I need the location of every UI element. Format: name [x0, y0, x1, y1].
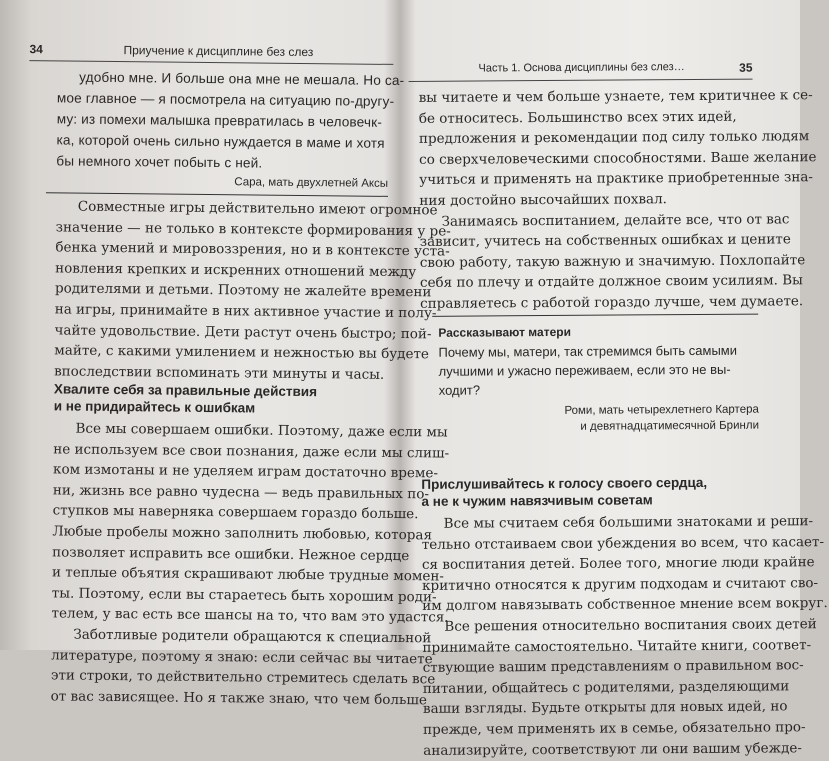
- box-attribution: Роми, мать четырехлетнего Картера: [564, 403, 759, 417]
- body-line: и теплые объятия скрашивают любые трудные момен-: [51, 564, 445, 585]
- body-line: ком измотаны и не уделяем играм достаточно време-: [53, 461, 439, 482]
- quote-line: ка, которой очень сильно нуждается в маме и хотя: [56, 132, 385, 151]
- body-line: значение — не только в контексте формирования у ре-: [55, 219, 451, 240]
- box-quote-line: лучшими и ужасно переживаем, если это не вы-: [438, 361, 731, 379]
- page-number-left: 34: [29, 42, 43, 57]
- heading-line: и не придирайтесь к ошибкам: [53, 398, 256, 416]
- body-line: себя по плечу и отдайте должное своим усилиям. Вы: [419, 272, 803, 292]
- section-paragraph-left: [50, 418, 450, 710]
- section-heading-left: [54, 380, 406, 418]
- body-line: Все мы считаем себя большими знатоками и реши-: [443, 513, 814, 532]
- body-line: майте, с какими умилением и нежностью вы будете: [54, 342, 430, 363]
- body-line: позволяет исправить все ошибки. Нежное сердце: [52, 543, 410, 564]
- body-paragraph-right: [418, 86, 817, 315]
- right-running-head: [408, 61, 752, 82]
- body-line: от вас зависящее. Но я также знаю, что чем больше: [50, 688, 428, 709]
- body-line: телем, у вас есть все шансы на то, что вам это удастся.: [51, 605, 449, 626]
- page-number-right: 35: [739, 60, 753, 75]
- body-line: Занимаясь воспитанием, делайте все, что от вас: [441, 210, 790, 230]
- quote-attribution: Сара, мать двухлетней Аксы: [234, 176, 389, 190]
- body-line: свою работу, такую важную и значимую. Похлопайте: [419, 251, 806, 271]
- body-line: эти строки, то действительно стремитесь сделать все: [50, 667, 436, 688]
- body-line: чайте удовольствие. Дети растут очень быстро; пой-: [54, 321, 432, 342]
- body-line: Любые пробелы можно заполнить любовью, которая: [52, 523, 433, 544]
- body-line: родителями и детьми. Поэтому не жалейте времени: [54, 280, 432, 301]
- heading-line: Прислушивайтесь к голосу своего сердца,: [421, 474, 708, 492]
- body-line: бе относитесь. Большинство всех этих идей,: [418, 108, 737, 127]
- body-line: принимайте самостоятельно. Читайте книги, соответ-: [422, 636, 812, 656]
- body-line: питании, общайтесь с родителями, разделяющими: [422, 678, 790, 697]
- body-line: ния достойно высочайших похвал.: [419, 191, 667, 209]
- mothers-box: [420, 314, 759, 436]
- body-line: им долгом навязывать собственное мнение всем вокруг.: [422, 595, 828, 615]
- body-line: ся воспитания детей. Более того, многие люди крайне: [421, 554, 815, 574]
- box-quote-line: Почему мы, матери, так стремимся быть самыми: [438, 342, 738, 360]
- quote-line: удобно мне. И больше она мне не мешала. Но са-: [79, 69, 405, 89]
- left-page: [11, 0, 451, 709]
- body-line: прежде, чем применять их в семье, обязательно про-: [423, 719, 806, 738]
- body-line: Совместные игры действительно имеют огромное: [77, 198, 438, 219]
- box-attribution: и девятнадцатимесячной Бринли: [580, 419, 760, 433]
- quote-line: бы немного хочет побыть с ней.: [56, 153, 263, 171]
- body-line: Все решения относительно воспитания своих детей: [444, 616, 817, 635]
- body-line: со сверхчеловеческими способностями. Ваше желание: [419, 148, 817, 168]
- quote-line: му: из помехи малышка превратилась в человечк-: [56, 111, 383, 130]
- body-line: новления крепких и искренних отношений между: [55, 260, 417, 280]
- left-running-head: [29, 42, 393, 65]
- body-line: зависит, учитесь на собственных ошибках и цените: [419, 231, 791, 251]
- body-line: критично относятся к другим подходам и считают сво-: [422, 574, 819, 594]
- section-heading-right: [421, 474, 759, 510]
- quote-line: мое главное — я посмотрела на ситуацию по-другу-: [56, 90, 395, 109]
- running-title-left: Приучение к дисциплине без слез: [123, 43, 314, 60]
- heading-line: Хвалите себя за правильные действия: [53, 381, 318, 400]
- body-line: не используем все свои познания, даже если мы слиш-: [53, 440, 450, 462]
- box-top-rule: [432, 314, 758, 317]
- section-paragraph-right: [421, 512, 828, 761]
- body-line: учиться и применять на практике приобретенные зна-: [419, 169, 814, 189]
- body-line: вы читаете и чем больше узнаете, тем критичнее к се-: [418, 87, 813, 106]
- heading-line: а не к чужим навязчивым советам: [421, 492, 653, 509]
- body-line: предложения и рекомендации под силу только людям: [418, 128, 810, 148]
- body-line: анализируйте, соответствуют ли они вашим убежде-: [423, 739, 802, 759]
- body-line: литературе, поэтому я знаю: если сейчас вы читаете: [51, 646, 433, 667]
- body-line: Все мы совершаем ошибки. Поэтому, даже если мы: [75, 420, 448, 441]
- box-label: Рассказывают матери: [438, 324, 571, 340]
- body-line: ваши взгляды. Будьте открыты для новых идей, но: [422, 698, 788, 718]
- body-line: справляетесь с работой гораздо лучше, чем думаете.: [420, 293, 804, 312]
- body-line: ступков мы наверняка совершаем гораздо больше.: [52, 502, 419, 523]
- body-line: на игры, принимайте в них активное участие и полу-: [54, 301, 437, 322]
- body-line: ствующие вашим представлениям о правильном вос-: [422, 657, 804, 677]
- right-page: [408, 0, 828, 759]
- running-title-right: Часть 1. Основа дисциплины без слез…: [478, 61, 685, 75]
- body-line: тельно отстаиваем свои убеждения во всем, что касает-: [421, 533, 825, 553]
- body-line: ни, жизнь все равно чудесна — ведь правильных по-: [52, 482, 430, 503]
- body-line: Заботливые родители обращаются к специальной: [73, 626, 432, 647]
- quote-block: [56, 66, 409, 175]
- body-line: ты. Поэтому, если вы стараетесь быть хорошим роди-: [51, 585, 437, 606]
- body-line: бенка умений и мировоззрения, но и в контексте уста-: [55, 239, 450, 260]
- box-quote-line: ходит?: [438, 382, 481, 398]
- body-line: впоследствии вспоминать эти минуты и часы.: [54, 363, 385, 383]
- body-paragraph: [54, 196, 451, 385]
